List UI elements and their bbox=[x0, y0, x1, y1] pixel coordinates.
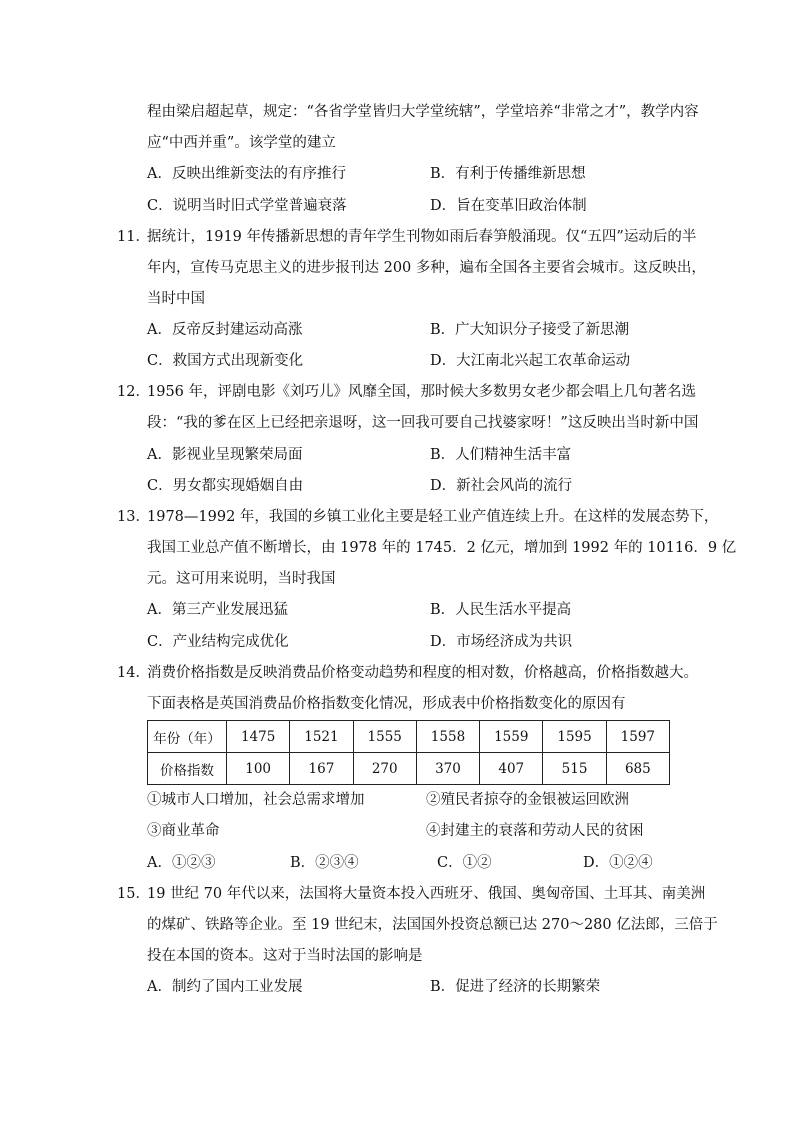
q15-option-a: A．制约了国内工业发展 bbox=[147, 979, 303, 995]
q12-option-c: C．男女都实现婚姻自由 bbox=[147, 478, 304, 494]
q14-option-d: D．①②④ bbox=[583, 855, 653, 871]
q13-option-c: C．产业结构完成优化 bbox=[147, 634, 289, 650]
q10-option-c: C．说明当时旧式学堂普遍衰落 bbox=[147, 198, 347, 214]
q14-item-4: ④封建主的衰落和劳动人民的贫困 bbox=[426, 823, 644, 839]
q11-stem-line-2: 年内，宣传马克思主义的进步报刊达 200 多种，遍布全国各主要省会城市。这反映出， bbox=[147, 260, 706, 276]
table-cell-index: 515 bbox=[543, 753, 606, 785]
q12-stem-line-1: 1956 年，评剧电影《刘巧儿》风靡全国，那时候大多数男女老少都会唱上几句著名选 bbox=[147, 384, 697, 400]
q11-option-c: C．救国方式出现新变化 bbox=[147, 353, 304, 369]
q11-stem-line-1: 据统计，1919 年传播新思想的青年学生刊物如雨后春笋般涌现。仅“五四”运动后的半 bbox=[147, 229, 697, 245]
table-cell-index: 685 bbox=[606, 753, 669, 785]
q14-item-2: ②殖民者掠夺的金银被运回欧洲 bbox=[426, 792, 629, 808]
table-header-index: 价格指数 bbox=[148, 753, 227, 785]
q12-option-b: B．人们精神生活丰富 bbox=[430, 447, 572, 463]
q11-number: 11． bbox=[117, 229, 150, 245]
q10-stem-line-1: 程由梁启超起草，规定：“各省学堂皆归大学堂统辖”，学堂培养“非常之才”，教学内容 bbox=[147, 104, 699, 120]
q10-option-b: B．有利于传播维新思想 bbox=[430, 166, 586, 182]
q14-stem-line-1: 消费价格指数是反映消费品价格变动趋势和程度的相对数，价格越高，价格指数越大。 bbox=[147, 665, 698, 681]
q13-stem-line-3: 元。这可用来说明，当时我国 bbox=[147, 571, 336, 587]
table-cell-year: 1597 bbox=[606, 721, 669, 753]
table-cell-index: 100 bbox=[227, 753, 290, 785]
q10-option-d: D．旨在变革旧政治体制 bbox=[430, 198, 587, 214]
q15-stem-line-1: 19 世纪 70 年代以来，法国将大量资本投入西班牙、俄国、奥匈帝国、土耳其、南美洲 bbox=[147, 886, 706, 902]
q14-item-1: ①城市人口增加，社会总需求增加 bbox=[147, 792, 365, 808]
table-cell-year: 1559 bbox=[480, 721, 543, 753]
table-cell-year: 1558 bbox=[416, 721, 479, 753]
q12-number: 12． bbox=[117, 384, 150, 400]
q13-number: 13． bbox=[117, 509, 150, 525]
table-cell-index: 407 bbox=[480, 753, 543, 785]
q12-option-a: A．影视业呈现繁荣局面 bbox=[147, 447, 303, 463]
q11-option-b: B．广大知识分子接受了新思潮 bbox=[430, 322, 630, 338]
table-cell-year: 1555 bbox=[353, 721, 416, 753]
q15-stem-line-2: 的煤矿、铁路等企业。至 19 世纪末，法国国外投资总额已达 270～280 亿法郎，三倍于 bbox=[147, 917, 718, 933]
table-cell-year: 1595 bbox=[543, 721, 606, 753]
q14-option-b: B．②③④ bbox=[290, 855, 359, 871]
q15-option-b: B．促进了经济的长期繁荣 bbox=[430, 979, 601, 995]
q10-stem-line-2: 应“中西并重”。该学堂的建立 bbox=[147, 135, 336, 151]
table-cell-index: 370 bbox=[416, 753, 479, 785]
table-header-year: 年份（年） bbox=[148, 721, 227, 753]
table-cell-index: 270 bbox=[353, 753, 416, 785]
q14-number: 14． bbox=[117, 665, 150, 681]
table-cell-year: 1521 bbox=[290, 721, 353, 753]
q14-option-a: A．①②③ bbox=[147, 855, 216, 871]
q14-stem-line-2: 下面表格是英国消费品价格指数变化情况，形成表中价格指数变化的原因有 bbox=[147, 696, 626, 712]
q14-item-3: ③商业革命 bbox=[147, 823, 220, 839]
table-cell-year: 1475 bbox=[227, 721, 290, 753]
price-index-table bbox=[147, 720, 670, 785]
table-cell-index: 167 bbox=[290, 753, 353, 785]
q11-option-a: A．反帝反封建运动高涨 bbox=[147, 322, 303, 338]
q11-option-d: D．大江南北兴起工农革命运动 bbox=[430, 353, 631, 369]
q10-option-a: A．反映出维新变法的有序推行 bbox=[147, 166, 346, 182]
q13-option-d: D．市场经济成为共识 bbox=[430, 634, 573, 650]
table-row bbox=[148, 753, 670, 785]
q13-stem-line-2: 我国工业总产值不断增长，由 1978 年的 1745．2 亿元，增加到 1992 年的 10116．9 亿 bbox=[147, 540, 737, 556]
q15-number: 15． bbox=[117, 886, 150, 902]
q13-stem-line-1: 1978—1992 年，我国的乡镇工业化主要是轻工业产值连续上升。在这样的发展态势下， bbox=[147, 509, 719, 525]
q15-stem-line-3: 投在本国的资本。这对于当时法国的影响是 bbox=[147, 948, 423, 964]
q13-option-b: B．人民生活水平提高 bbox=[430, 602, 572, 618]
q14-option-c: C．①② bbox=[437, 855, 492, 871]
q12-stem-line-2: 段：“我的爹在区上已经把亲退呀，这一回我可要自己找婆家呀！”这反映出当时新中国 bbox=[147, 415, 699, 431]
q13-option-a: A．第三产业发展迅猛 bbox=[147, 602, 288, 618]
q12-option-d: D．新社会风尚的流行 bbox=[430, 478, 573, 494]
table-row bbox=[148, 721, 670, 753]
q11-stem-line-3: 当时中国 bbox=[147, 291, 205, 307]
